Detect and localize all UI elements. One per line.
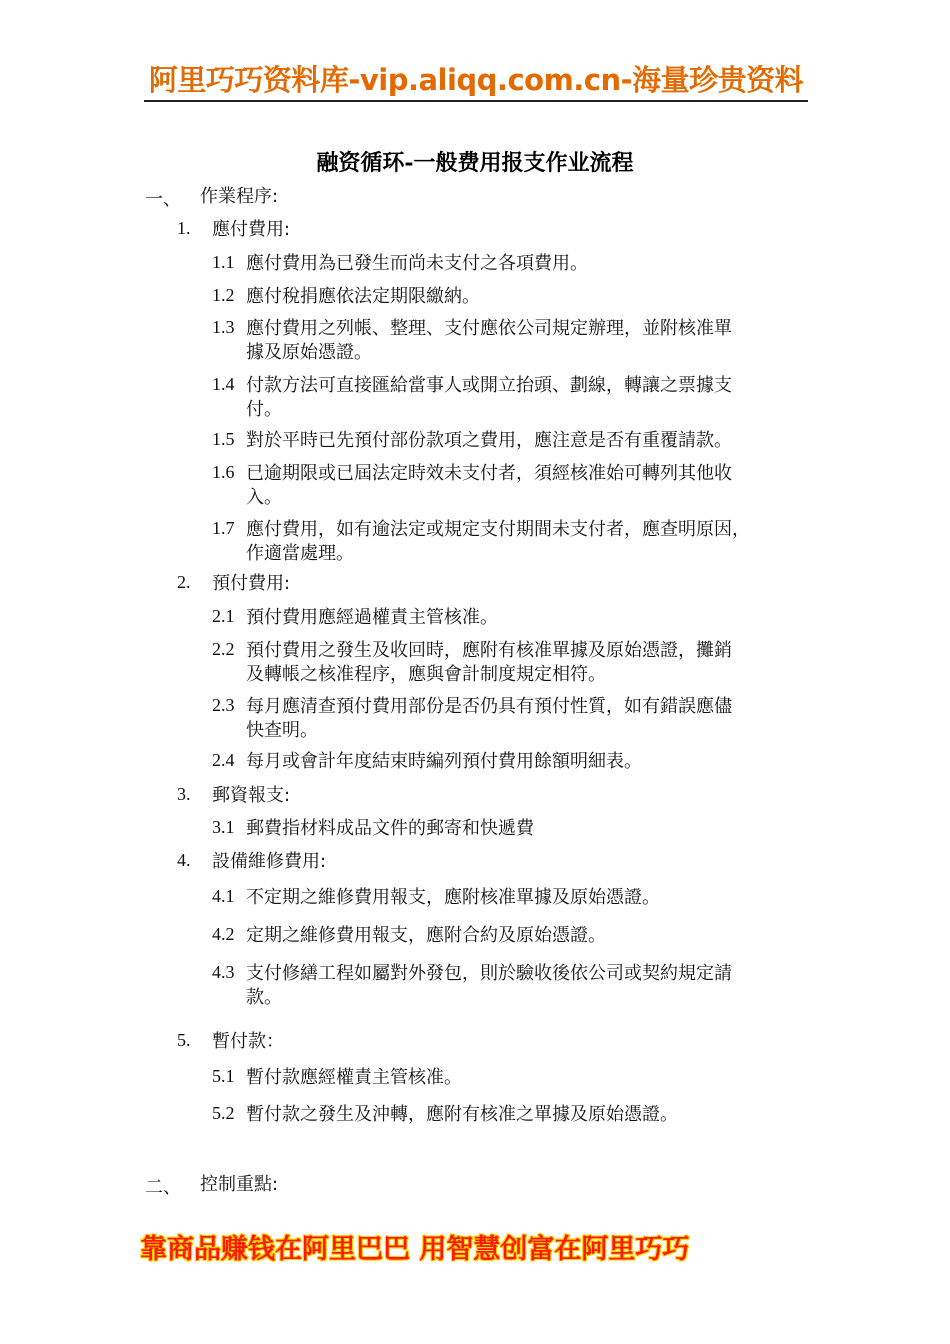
item-number: 2.2 [212,639,235,659]
group-heading: 預付費用: [212,573,291,594]
section-heading: 作業程序: [200,186,279,207]
item-number: 1.6 [212,462,235,482]
item-text: 支付修繕工程如屬對外發包，則於驗收後依公司或契約規定請 [246,963,732,984]
item-text: 郵費指材料成品文件的郵寄和快遞費 [246,818,534,839]
item-number: 4.1 [212,886,235,906]
item-number: 5.1 [212,1066,235,1086]
section-number: 二、 [145,1177,181,1198]
item-text: 應付費用，如有逾法定或規定支付期間未支付者，應查明原因， [246,519,750,540]
item-number: 2.1 [212,606,235,626]
item-number: 1.7 [212,518,235,538]
item-text: 每月應清查預付費用部份是否仍具有預付性質，如有錯誤應儘 [246,696,732,717]
item-text: 據及原始憑證。 [246,342,372,363]
item-text: 定期之維修費用報支，應附合約及原始憑證。 [246,925,606,946]
item-text: 付款方法可直接匯給當事人或開立抬頭、劃線，轉讓之票據支 [246,375,732,396]
group-number: 5. [177,1030,191,1050]
footer-banner: 靠商品赚钱在阿里巴巴 用智慧创富在阿里巧巧 [140,1234,690,1265]
group-number: 3. [177,784,191,804]
item-text: 入。 [246,487,282,508]
item-text: 快查明。 [246,720,318,741]
header-divider [144,100,808,102]
document-title: 融资循环-一般费用报支作业流程 [316,150,634,176]
item-text: 款。 [246,987,282,1008]
item-number: 1.4 [212,374,235,394]
item-number: 2.4 [212,750,235,770]
item-text: 及轉帳之核准程序，應與會計制度規定相符。 [246,664,606,685]
item-text: 應付稅捐應依法定期限繳納。 [246,286,480,307]
item-text: 已逾期限或已屆法定時效未支付者，須經核准始可轉列其他收 [246,463,732,484]
item-text: 對於平時已先預付部份款項之費用，應注意是否有重覆請款。 [246,430,732,451]
section-number: 一、 [145,189,181,210]
item-text: 暫付款應經權責主管核准。 [246,1067,462,1088]
group-heading: 應付費用: [212,219,291,240]
item-number: 2.3 [212,695,235,715]
item-number: 3.1 [212,817,235,837]
item-text: 應付費用為已發生而尚未支付之各項費用。 [246,253,588,274]
group-number: 1. [177,218,191,238]
item-number: 1.2 [212,285,235,305]
item-text: 每月或會計年度結束時編列預付費用餘額明細表。 [246,751,642,772]
item-number: 1.3 [212,317,235,337]
item-number: 1.5 [212,429,235,449]
item-text: 不定期之維修費用報支，應附核准單據及原始憑證。 [246,887,660,908]
group-heading: 郵資報支: [212,785,291,806]
group-number: 2. [177,572,191,592]
item-text: 預付費用應經過權責主管核准。 [246,607,498,628]
item-text: 應付費用之列帳、整理、支付應依公司規定辦理，並附核准單 [246,318,732,339]
item-text: 暫付款之發生及沖轉，應附有核准之單據及原始憑證。 [246,1104,678,1125]
item-number: 4.3 [212,962,235,982]
item-text: 付。 [246,399,282,420]
item-number: 5.2 [212,1103,235,1123]
item-text: 預付費用之發生及收回時，應附有核准單據及原始憑證，攤銷 [246,640,732,661]
section-heading: 控制重點: [200,1174,279,1195]
group-heading: 設備維修費用: [212,851,327,872]
group-heading: 暫付款： [212,1031,284,1052]
group-number: 4. [177,850,191,870]
item-text: 作適當處理。 [246,543,354,564]
item-number: 4.2 [212,924,235,944]
header-banner: 阿里巧巧资料库-vip.aliqq.com.cn-海量珍贵资料 [148,63,804,97]
item-number: 1.1 [212,252,235,272]
